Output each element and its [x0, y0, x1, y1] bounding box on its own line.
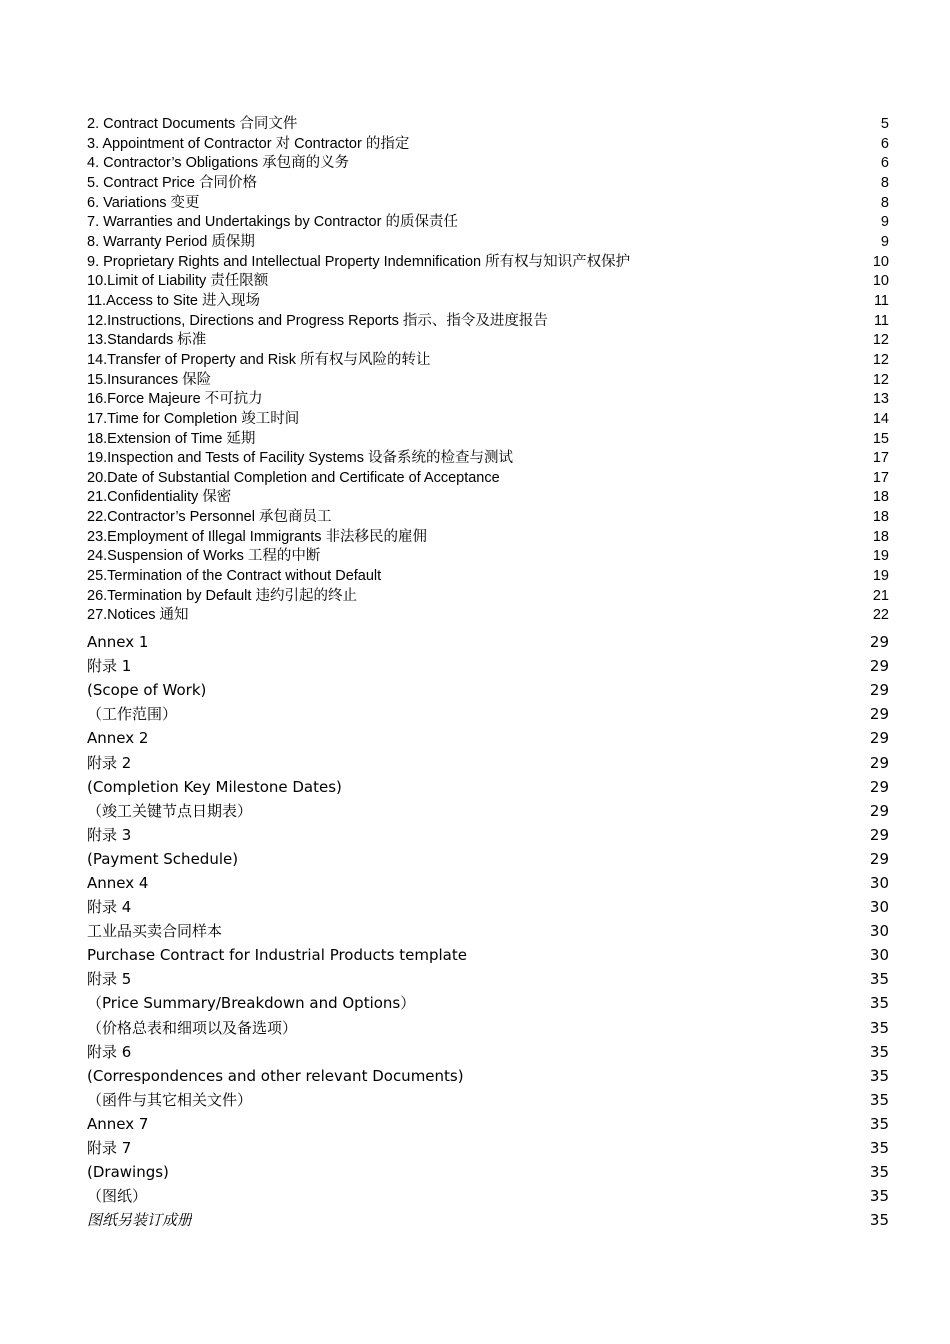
toc-entry[interactable] — [87, 488, 889, 508]
toc-entry-page: 18 — [872, 528, 889, 545]
toc-entry-page: 29 — [869, 777, 889, 796]
toc-annex-entry[interactable] — [87, 654, 889, 678]
toc-annex-entry[interactable] — [87, 1040, 889, 1064]
toc-entry-page: 9 — [880, 214, 889, 231]
toc-annex-entry[interactable] — [87, 751, 889, 775]
toc-entry-title: 附录 4 — [87, 898, 132, 917]
toc-entry[interactable] — [87, 331, 889, 351]
toc-annex-entry[interactable] — [87, 1160, 889, 1184]
toc-annex-entry[interactable] — [87, 799, 889, 823]
toc-entry-page: 19 — [872, 548, 889, 565]
toc-entry-title: (Scope of Work) — [87, 681, 207, 700]
toc-entry[interactable] — [87, 351, 889, 371]
toc-entry[interactable] — [87, 233, 889, 253]
toc-entry-title: 2. Contract Documents 合同文件 — [87, 116, 298, 132]
toc-entry-title: 7. Warranties and Undertakings by Contractor 的质保责任 — [87, 214, 458, 231]
toc-annex-entry[interactable] — [87, 1136, 889, 1160]
toc-entry-page: 13 — [872, 391, 889, 408]
toc-entry-title: （价格总表和细项以及备选项） — [87, 1018, 298, 1037]
toc-entry-title: 15.Insurances 保险 — [87, 371, 212, 388]
toc-entry-page: 29 — [869, 705, 889, 724]
toc-annex-entry[interactable] — [87, 1016, 889, 1040]
toc-entry[interactable] — [87, 272, 889, 292]
toc-entry-page: 12 — [872, 332, 889, 349]
toc-entry[interactable] — [87, 154, 889, 174]
toc-annex-entry[interactable] — [87, 847, 889, 871]
toc-entry-page: 8 — [880, 174, 889, 191]
toc-entry-title: 6. Variations 变更 — [87, 194, 200, 211]
toc-entry-page: 30 — [869, 874, 889, 892]
toc-entry-title: (Payment Schedule) — [87, 849, 239, 868]
toc-entry-page: 6 — [880, 135, 889, 152]
toc-entry-title: 26.Termination by Default 违约引起的终止 — [87, 587, 357, 604]
toc-entry-page: 35 — [869, 970, 889, 989]
toc-annex-entry[interactable] — [87, 823, 889, 847]
toc-entry-page: 10 — [872, 253, 889, 270]
toc-entry[interactable] — [87, 213, 889, 233]
toc-entry-title: 22.Contractor’s Personnel 承包商员工 — [87, 509, 332, 526]
toc-entry[interactable] — [87, 292, 889, 312]
toc-entry-page: 14 — [872, 410, 889, 427]
toc-annex-entry[interactable] — [87, 1112, 889, 1136]
toc-entry-page: 35 — [869, 1042, 889, 1061]
toc-entry-title: 附录 6 — [87, 1042, 132, 1061]
toc-entry-page: 29 — [869, 825, 889, 844]
toc-entry-page: 30 — [869, 898, 889, 917]
toc-annex-entry[interactable] — [87, 630, 889, 654]
toc-annex-entry[interactable] — [87, 967, 889, 991]
toc-entry-page: 19 — [872, 568, 889, 585]
toc-entry-page: 30 — [869, 946, 889, 965]
toc-entry-title: Annex 4 — [87, 874, 149, 892]
toc-entry[interactable] — [87, 135, 889, 155]
toc-entry-title: Purchase Contract for Industrial Products template — [87, 946, 467, 965]
toc-entry-title: 19.Inspection and Tests of Facility Systems 设备系统的检查与测试 — [87, 450, 514, 467]
toc-entry-title: 10.Limit of Liability 责任限额 — [87, 273, 269, 290]
toc-annex-entry[interactable] — [87, 991, 889, 1015]
toc-entry-title: 12.Instructions, Directions and Progress Reports 指示、指令及进度报告 — [87, 312, 548, 329]
toc-entry[interactable] — [87, 430, 889, 450]
toc-annex-entry[interactable] — [87, 726, 889, 750]
toc-annex-entry[interactable] — [87, 871, 889, 895]
toc-entry-title: 图纸另装订成册 — [87, 1211, 193, 1230]
toc-annex-entry[interactable] — [87, 895, 889, 919]
toc-entry-page: 35 — [869, 1066, 889, 1085]
toc-entry-page: 29 — [869, 681, 889, 700]
toc-entry-page: 8 — [880, 194, 889, 211]
toc-entry-page: 12 — [872, 351, 889, 368]
toc-entry[interactable] — [87, 508, 889, 528]
toc-entry-title: 16.Force Majeure 不可抗力 — [87, 391, 263, 408]
toc-entry-page: 22 — [872, 607, 889, 624]
toc-entry-title: 11.Access to Site 进入现场 — [87, 292, 260, 309]
toc-entry-title: （工作范围） — [87, 705, 178, 724]
toc-entry-page: 29 — [869, 801, 889, 820]
toc-entry-page: 15 — [872, 430, 889, 447]
toc-entry-title: （函件与其它相关文件） — [87, 1090, 253, 1109]
toc-entry-page: 29 — [869, 657, 889, 676]
toc-entry[interactable] — [87, 253, 889, 273]
toc-entry-title: 27.Notices 通知 — [87, 607, 189, 624]
toc-entry[interactable] — [87, 587, 889, 607]
toc-entry-page: 35 — [869, 1139, 889, 1158]
toc-entry-page: 30 — [869, 922, 889, 941]
toc-entry-title: 18.Extension of Time 延期 — [87, 430, 256, 447]
toc-entry[interactable] — [87, 449, 889, 469]
toc-entry[interactable] — [87, 390, 889, 410]
toc-entry[interactable] — [87, 547, 889, 567]
toc-entry[interactable] — [87, 410, 889, 430]
toc-entry-title: 4. Contractor’s Obligations 承包商的义务 — [87, 155, 350, 172]
toc-entry-page: 11 — [873, 312, 889, 329]
toc-entry-title: 附录 1 — [87, 657, 132, 676]
toc-entry-title: 3. Appointment of Contractor 对 Contractor 的指定 — [87, 135, 410, 152]
toc-annex-entry[interactable] — [87, 943, 889, 967]
toc-entry-title: (Completion Key Milestone Dates) — [87, 777, 342, 796]
toc-entry-page: 6 — [880, 155, 889, 172]
toc-entry-page: 29 — [869, 849, 889, 868]
toc-entry-page: 17 — [872, 450, 889, 467]
toc-entry-page: 18 — [872, 509, 889, 526]
toc-entry-page: 12 — [872, 371, 889, 388]
toc-entry-title: 附录 5 — [87, 970, 132, 989]
toc-entry-title: 附录 2 — [87, 753, 132, 772]
toc-annex-entry[interactable] — [87, 919, 889, 943]
toc-entry-title: 25.Termination of the Contract without Default — [87, 568, 382, 585]
toc-entry[interactable] — [87, 371, 889, 391]
toc-entry-title: 工业品买卖合同样本 — [87, 922, 223, 941]
toc-entry-title: （竣工关键节点日期表） — [87, 801, 253, 820]
toc-entry-page: 29 — [869, 729, 889, 748]
toc-annex-entry[interactable] — [87, 1208, 889, 1232]
toc-entry-title: （图纸） — [87, 1187, 148, 1206]
toc-entry-title: 14.Transfer of Property and Risk 所有权与风险的转让 — [87, 351, 431, 368]
toc-entry-page: 5 — [880, 116, 889, 132]
toc-entry-page: 35 — [869, 1114, 889, 1133]
toc-entry-title: (Drawings) — [87, 1163, 169, 1182]
toc-entry-page: 35 — [869, 994, 889, 1013]
toc-annex-entry[interactable] — [87, 1064, 889, 1088]
toc-entry[interactable] — [87, 194, 889, 214]
toc-entry-title: 13.Standards 标准 — [87, 332, 207, 349]
toc-entry[interactable] — [87, 567, 889, 587]
toc-entry-page: 21 — [872, 587, 889, 604]
toc-entry-page: 9 — [880, 233, 889, 250]
toc-annex-entry[interactable] — [87, 702, 889, 726]
toc-entry[interactable] — [87, 312, 889, 332]
toc-entry[interactable] — [87, 174, 889, 194]
toc-entry-page: 35 — [869, 1163, 889, 1182]
toc-entry-page: 35 — [869, 1187, 889, 1206]
toc-entry-title: 24.Suspension of Works 工程的中断 — [87, 548, 321, 565]
toc-entry[interactable] — [87, 469, 889, 489]
toc-annex-entry[interactable] — [87, 775, 889, 799]
toc-entry-title: 附录 3 — [87, 825, 132, 844]
toc-entry-page: 10 — [872, 273, 889, 290]
toc-entry-title: 20.Date of Substantial Completion and Certificate of Acceptance — [87, 469, 500, 486]
toc-entry-title: Annex 1 — [87, 633, 149, 652]
toc-entry-title: 17.Time for Completion 竣工时间 — [87, 410, 300, 427]
toc-entry-page: 11 — [873, 292, 889, 309]
toc-annex-entry[interactable] — [87, 1184, 889, 1208]
toc-entry[interactable] — [87, 115, 889, 135]
toc-annex-entry[interactable] — [87, 678, 889, 702]
toc-entry-page: 17 — [872, 469, 889, 486]
toc-entry-title: 21.Confidentiality 保密 — [87, 489, 232, 506]
toc-entry-page: 35 — [869, 1090, 889, 1109]
toc-entry-page: 29 — [869, 633, 889, 652]
toc-annex-entry[interactable] — [87, 1088, 889, 1112]
toc-entry[interactable] — [87, 528, 889, 548]
toc-entry-title: 23.Employment of Illegal Immigrants 非法移民的雇佣 — [87, 528, 428, 545]
toc-entry-page: 35 — [869, 1211, 889, 1230]
toc-entry-title: 附录 7 — [87, 1139, 132, 1158]
table-of-contents — [87, 115, 889, 1232]
toc-entry-title: 5. Contract Price 合同价格 — [87, 174, 258, 191]
toc-entry-title: （Price Summary/Breakdown and Options） — [87, 994, 416, 1013]
toc-entry-title: 8. Warranty Period 质保期 — [87, 233, 255, 250]
toc-entry-page: 35 — [869, 1018, 889, 1037]
toc-entry-title: 9. Proprietary Rights and Intellectual Property Indemnification 所有权与知识产权保护 — [87, 253, 631, 270]
toc-entry-page: 18 — [872, 489, 889, 506]
toc-entry-title: Annex 7 — [87, 1114, 149, 1133]
toc-entry-title: Annex 2 — [87, 729, 149, 748]
toc-entry-page: 29 — [869, 753, 889, 772]
toc-entry[interactable] — [87, 606, 889, 626]
toc-entry-title: (Correspondences and other relevant Documents) — [87, 1066, 464, 1085]
